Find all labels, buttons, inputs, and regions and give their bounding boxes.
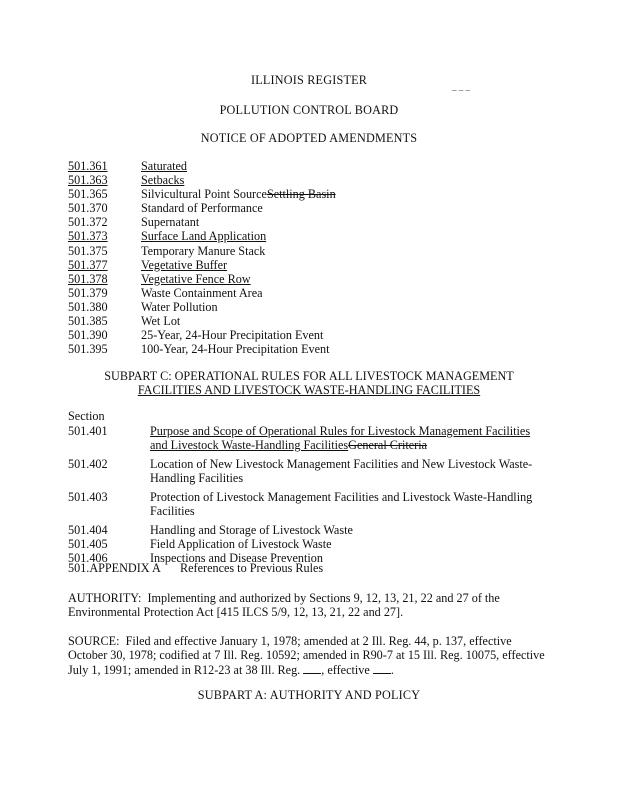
authority-label: AUTHORITY: — [68, 591, 142, 605]
definition-name: Vegetative Fence Row — [141, 271, 251, 286]
definition-row — [68, 187, 538, 201]
section-title: Handling and Storage of Livestock Waste — [150, 523, 353, 537]
definition-number: 501.372 — [68, 215, 108, 230]
definition-name: Water Pollution — [141, 299, 218, 314]
blank-line — [303, 662, 321, 674]
struck-text: General Criteria — [348, 438, 427, 452]
section-number: 501.406 — [68, 551, 108, 565]
definition-name: Temporary Manure Stack — [141, 243, 266, 258]
definition-name: Wet Lot — [141, 314, 181, 329]
section-title-block — [150, 424, 548, 452]
definition-row — [68, 215, 538, 229]
appendix-label: 501.APPENDIX A — [68, 561, 161, 575]
section-title: Field Application of Livestock Waste — [150, 537, 332, 551]
section-number: 501.405 — [68, 537, 108, 551]
definition-row — [68, 314, 538, 328]
definition-name: Surface Land Application — [141, 229, 267, 244]
section-row — [68, 424, 548, 452]
appendix-entry — [68, 561, 548, 575]
section-title: Purpose and Scope of Operational Rules for Livestock Management Facilities and Livestock Waste-Handling Facilities — [150, 424, 531, 452]
definition-row — [68, 159, 538, 173]
section-number: 501.403 — [68, 490, 108, 504]
definition-row — [68, 300, 538, 314]
section-number: 501.402 — [68, 457, 108, 471]
source-note — [68, 634, 548, 677]
struck-text: Settling Basin — [266, 187, 336, 202]
definition-number: 501.379 — [68, 285, 108, 300]
source-effective: , effective — [321, 663, 370, 677]
definition-number: 501.385 — [68, 314, 108, 329]
definition-row — [68, 201, 538, 215]
definition-number: 501.363 — [68, 173, 108, 188]
section-row — [68, 490, 548, 518]
source-text: Filed and effective January 1, 1978; amended at 2 Ill. Reg. 44, p. 137, effective October 30, 1978; codified at 7 Ill. Reg. 10592; amended in R90-7 at 15 Ill. Reg. 10075, effective July 1, 1991; amended in R12-23 at 38 Ill. Reg. — [68, 634, 545, 677]
definition-number: 501.375 — [68, 243, 108, 258]
definition-number: 501.361 — [68, 159, 108, 173]
definition-number: 501.395 — [68, 342, 108, 357]
board-title: POLLUTION CONTROL BOARD — [219, 103, 399, 117]
definition-number: 501.377 — [68, 257, 108, 272]
section-title: Location of New Livestock Management Facilities and New Livestock Waste-Handling Facilities — [150, 457, 533, 485]
definition-name-block — [141, 187, 538, 201]
section-title: Inspections and Disease Prevention — [150, 551, 323, 565]
subpart-a-heading: SUBPART A: AUTHORITY AND POLICY — [197, 688, 421, 702]
subpart-c-line1-text: SUBPART C: OPERATIONAL RULES FOR ALL LIVESTOCK MANAGEMENT — [104, 369, 514, 383]
definition-number: 501.373 — [68, 229, 108, 244]
definition-row — [68, 244, 538, 258]
definition-number: 501.380 — [68, 299, 108, 314]
section-number: 501.401 — [68, 424, 108, 438]
definition-name: Silvicultural Point Source — [141, 187, 267, 202]
sections-list — [68, 424, 548, 565]
subpart-c-line2-text: FACILITIES AND LIVESTOCK WASTE-HANDLING FACILITIES — [137, 383, 481, 397]
definition-name: 100-Year, 24-Hour Precipitation Event — [141, 342, 330, 357]
section-row — [68, 537, 548, 551]
section-row — [68, 457, 548, 485]
definition-name: Vegetative Buffer — [141, 257, 228, 272]
definition-row — [68, 328, 538, 342]
definition-name: Supernatant — [141, 215, 200, 230]
definition-name: Saturated — [141, 159, 188, 173]
definitions-list — [68, 159, 538, 356]
source-label: SOURCE: — [68, 634, 120, 648]
authority-text: Implementing and authorized by Sections 9, 12, 13, 21, 22 and 27 of the Environmental Protection Act [415 ILCS 5/9, 12, 13, 21, 22 and 27]. — [68, 591, 500, 619]
definition-number: 501.390 — [68, 328, 108, 343]
definition-row — [68, 342, 538, 356]
definition-number: 501.370 — [68, 201, 108, 216]
authority-note — [68, 591, 548, 619]
definition-row — [68, 286, 538, 300]
section-column-label: Section — [68, 409, 105, 423]
register-title: ILLINOIS REGISTER — [250, 73, 368, 87]
section-number: 501.404 — [68, 523, 108, 537]
definition-name: 25-Year, 24-Hour Precipitation Event — [141, 328, 324, 343]
definition-number: 501.365 — [68, 187, 108, 202]
notice-title: NOTICE OF ADOPTED AMENDMENTS — [200, 131, 418, 145]
definition-name: Waste Containment Area — [141, 285, 263, 300]
subpart-c-heading-line1 — [0, 369, 618, 383]
definition-name: Setbacks — [141, 173, 185, 188]
blank-line — [373, 662, 391, 674]
subpart-c-heading-line2 — [0, 383, 618, 397]
section-row — [68, 523, 548, 537]
definition-number: 501.378 — [68, 271, 108, 286]
appendix-title: References to Previous Rules — [180, 561, 324, 575]
definition-row — [68, 173, 538, 187]
definition-row — [68, 229, 538, 243]
definition-name: Standard of Performance — [141, 201, 263, 216]
section-title: Protection of Livestock Management Facilities and Livestock Waste-Handling Facilities — [150, 490, 533, 518]
definition-row — [68, 258, 538, 272]
page-number-dashes: _ _ _ — [452, 82, 470, 92]
definition-row — [68, 272, 538, 286]
source-end: . — [390, 663, 394, 677]
